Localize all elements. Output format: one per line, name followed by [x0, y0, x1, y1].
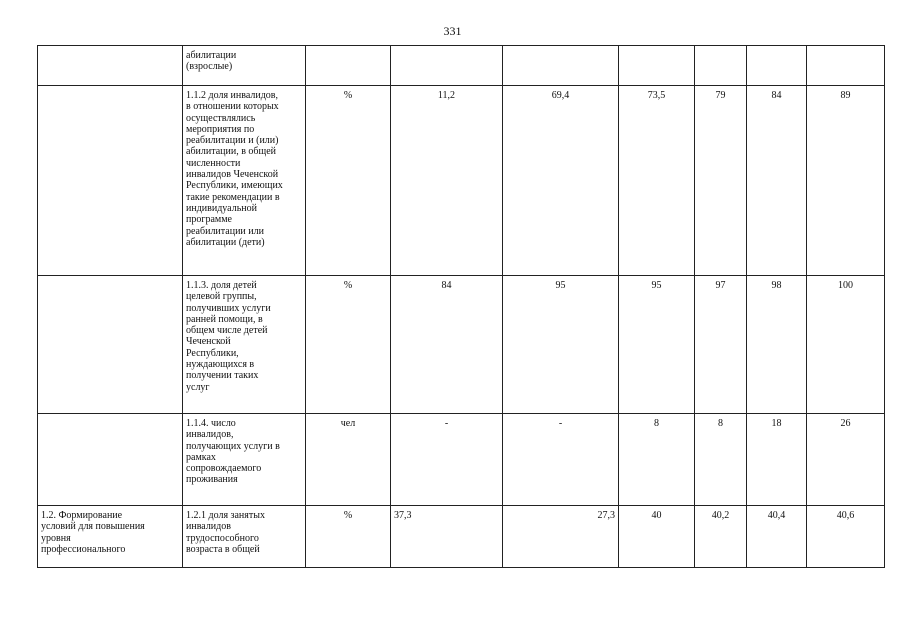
unit-cell: % [306, 86, 391, 276]
value-cell-5: 40,4 [747, 506, 807, 568]
page-number: 331 [443, 24, 462, 38]
indicator-cell: 1.2.1 доля занятых инвалидов трудоспособного возраста в общей [183, 506, 306, 568]
indicator-cell: 1.1.4. число инвалидов, получающих услуги в рамках сопровождаемого проживания [183, 414, 306, 506]
value-cell-4: 97 [695, 276, 747, 414]
value-cell-6: 26 [807, 414, 885, 506]
value-cell-1 [391, 46, 503, 86]
value-cell-6: 40,6 [807, 506, 885, 568]
value-cell-2: - [503, 414, 619, 506]
value-cell-4: 8 [695, 414, 747, 506]
value-cell-2: 27,3 [503, 506, 619, 568]
value-cell-1: 11,2 [391, 86, 503, 276]
value-cell-1: 37,3 [391, 506, 503, 568]
section-cell [38, 414, 183, 506]
indicators-table [37, 45, 885, 568]
unit-cell [306, 46, 391, 86]
value-cell-3: 8 [619, 414, 695, 506]
value-cell-2 [503, 46, 619, 86]
table-row [38, 414, 885, 506]
value-cell-6: 89 [807, 86, 885, 276]
value-cell-5: 84 [747, 86, 807, 276]
unit-cell: % [306, 276, 391, 414]
value-cell-3: 73,5 [619, 86, 695, 276]
table-row [38, 46, 885, 86]
section-cell [38, 276, 183, 414]
value-cell-3 [619, 46, 695, 86]
indicator-cell: 1.1.2 доля инвалидов, в отношении которых осуществлялись мероприятия по реабилитации и (или) абилитации, в общей численности инвалидов Чеченской Республики, имеющих такие рекомендации в индивидуальной программе реабилитации или абилитации (дети) [183, 86, 306, 276]
table-row [38, 276, 885, 414]
section-cell: 1.2. Формирование условий для повышения уровня профессионального [38, 506, 183, 568]
value-cell-5: 98 [747, 276, 807, 414]
unit-cell: % [306, 506, 391, 568]
value-cell-2: 95 [503, 276, 619, 414]
value-cell-2: 69,4 [503, 86, 619, 276]
value-cell-6 [807, 46, 885, 86]
section-cell [38, 46, 183, 86]
table-row [38, 86, 885, 276]
section-cell [38, 86, 183, 276]
value-cell-1: 84 [391, 276, 503, 414]
value-cell-5 [747, 46, 807, 86]
value-cell-3: 95 [619, 276, 695, 414]
value-cell-5: 18 [747, 414, 807, 506]
indicator-cell: абилитации (взрослые) [183, 46, 306, 86]
value-cell-3: 40 [619, 506, 695, 568]
value-cell-4: 79 [695, 86, 747, 276]
value-cell-6: 100 [807, 276, 885, 414]
value-cell-1: - [391, 414, 503, 506]
table-row [38, 506, 885, 568]
value-cell-4: 40,2 [695, 506, 747, 568]
unit-cell: чел [306, 414, 391, 506]
indicator-cell: 1.1.3. доля детей целевой группы, получивших услуги ранней помощи, в общем числе детей Чеченской Республики, нуждающихся в получении таких услуг [183, 276, 306, 414]
value-cell-4 [695, 46, 747, 86]
